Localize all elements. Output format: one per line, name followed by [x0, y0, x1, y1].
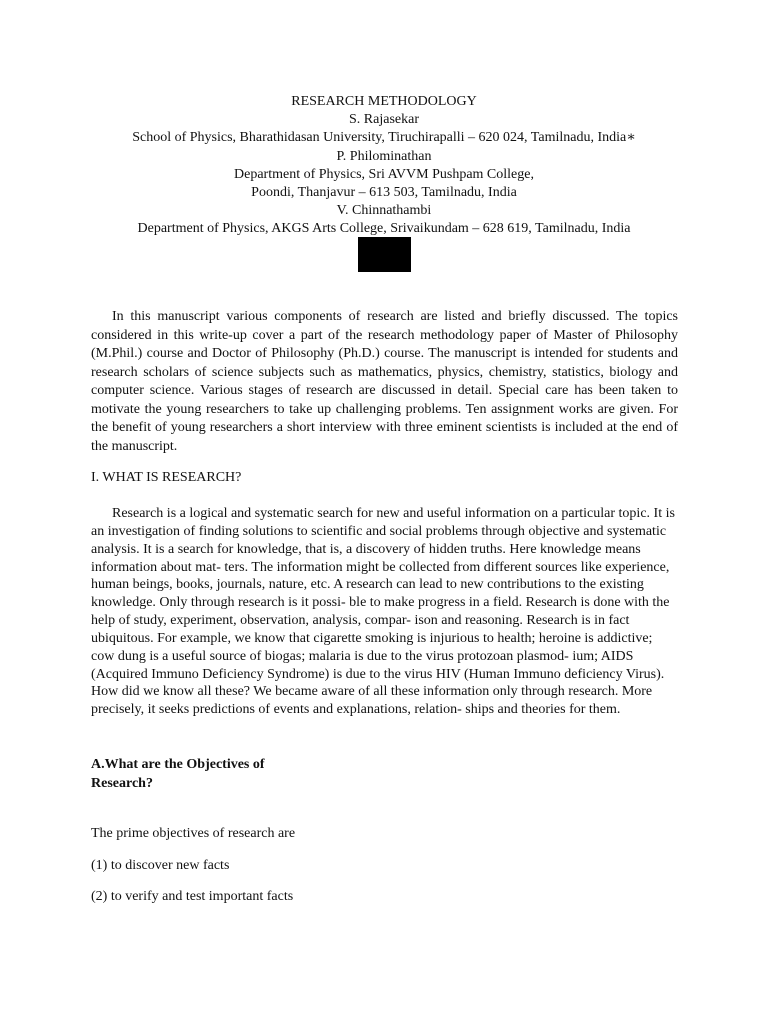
- redaction-block: [358, 237, 411, 272]
- objective-item: (1) to discover new facts: [91, 858, 230, 873]
- abstract-paragraph: In this manuscript various components of research are listed and briefly discussed. The topics considered in this write-up cover a part of the research methodology paper of Master of Philosophy (M.Phil.) course and Doctor of Philosophy (Ph.D.) course. The manuscript is intended for students and research scholars of science subjects such as mathematics, physics, chemistry, statistics, biology and computer science. Various stages of research are discussed in detail. Special care has been taken to motivate the young researchers to take up challenging problems. Ten assignment works are given. For the benefit of young researchers a short interview with three eminent scientists is included at the end of the manuscript.: [91, 309, 678, 454]
- paper-title: RESEARCH METHODOLOGY: [291, 94, 477, 109]
- author-affiliation: Poondi, Thanjavur – 613 503, Tamilnadu, India: [251, 185, 517, 201]
- author-name: S. Rajasekar: [349, 112, 419, 128]
- author-affiliation: School of Physics, Bharathidasan University, Tiruchirapalli – 620 024, Tamilnadu, India∗: [132, 130, 636, 146]
- body-paragraph: Research is a logical and systematic search for new and useful information on a particular topic. It is an investigation of finding solutions to scientific and social problems through objective and systematic analysis. It is a search for knowledge, that is, a discovery of hidden truths. Here knowledge means information about mat- ters. The information might be collected from different sources like experience, human beings, books, journals, nature, etc. A research can lead to new contributions to the existing knowledge. Only through research is it possi- ble to make progress in a field. Research is done with the help of study, experiment, observation, analysis, compar- ison and reasoning. Research is in fact ubiquitous. For example, we know that cigarette smoking is injurious to health; heroine is addictive; cow dung is a useful source of biogas; malaria is due to the virus protozoan plasmod- ium; AIDS (Acquired Immuno Deficiency Syndrome) is due to the virus HIV (Human Immuno deficiency Virus). How did we know all these? We became aware of all these information only through research. More precisely, it seeks predictions of events and explanations, relation- ships and theories for them.: [91, 506, 675, 718]
- title-block: [0, 93, 768, 239]
- author-name: V. Chinnathambi: [336, 203, 432, 219]
- author-affiliation: Department of Physics, AKGS Arts College, Srivaikundam – 628 619, Tamilnadu, India: [137, 221, 631, 237]
- subsection-heading-line: Research?: [91, 775, 153, 791]
- section-heading: I. WHAT IS RESEARCH?: [91, 470, 242, 485]
- objective-item: (2) to verify and test important facts: [91, 889, 294, 904]
- objectives-intro: The prime objectives of research are: [91, 826, 296, 841]
- subsection-heading: [91, 756, 391, 793]
- subsection-heading-line: A.What are the Objectives of: [91, 757, 265, 772]
- author-name: P. Philominathan: [336, 148, 432, 164]
- author-affiliation: Department of Physics, Sri AVVM Pushpam College,: [234, 166, 534, 182]
